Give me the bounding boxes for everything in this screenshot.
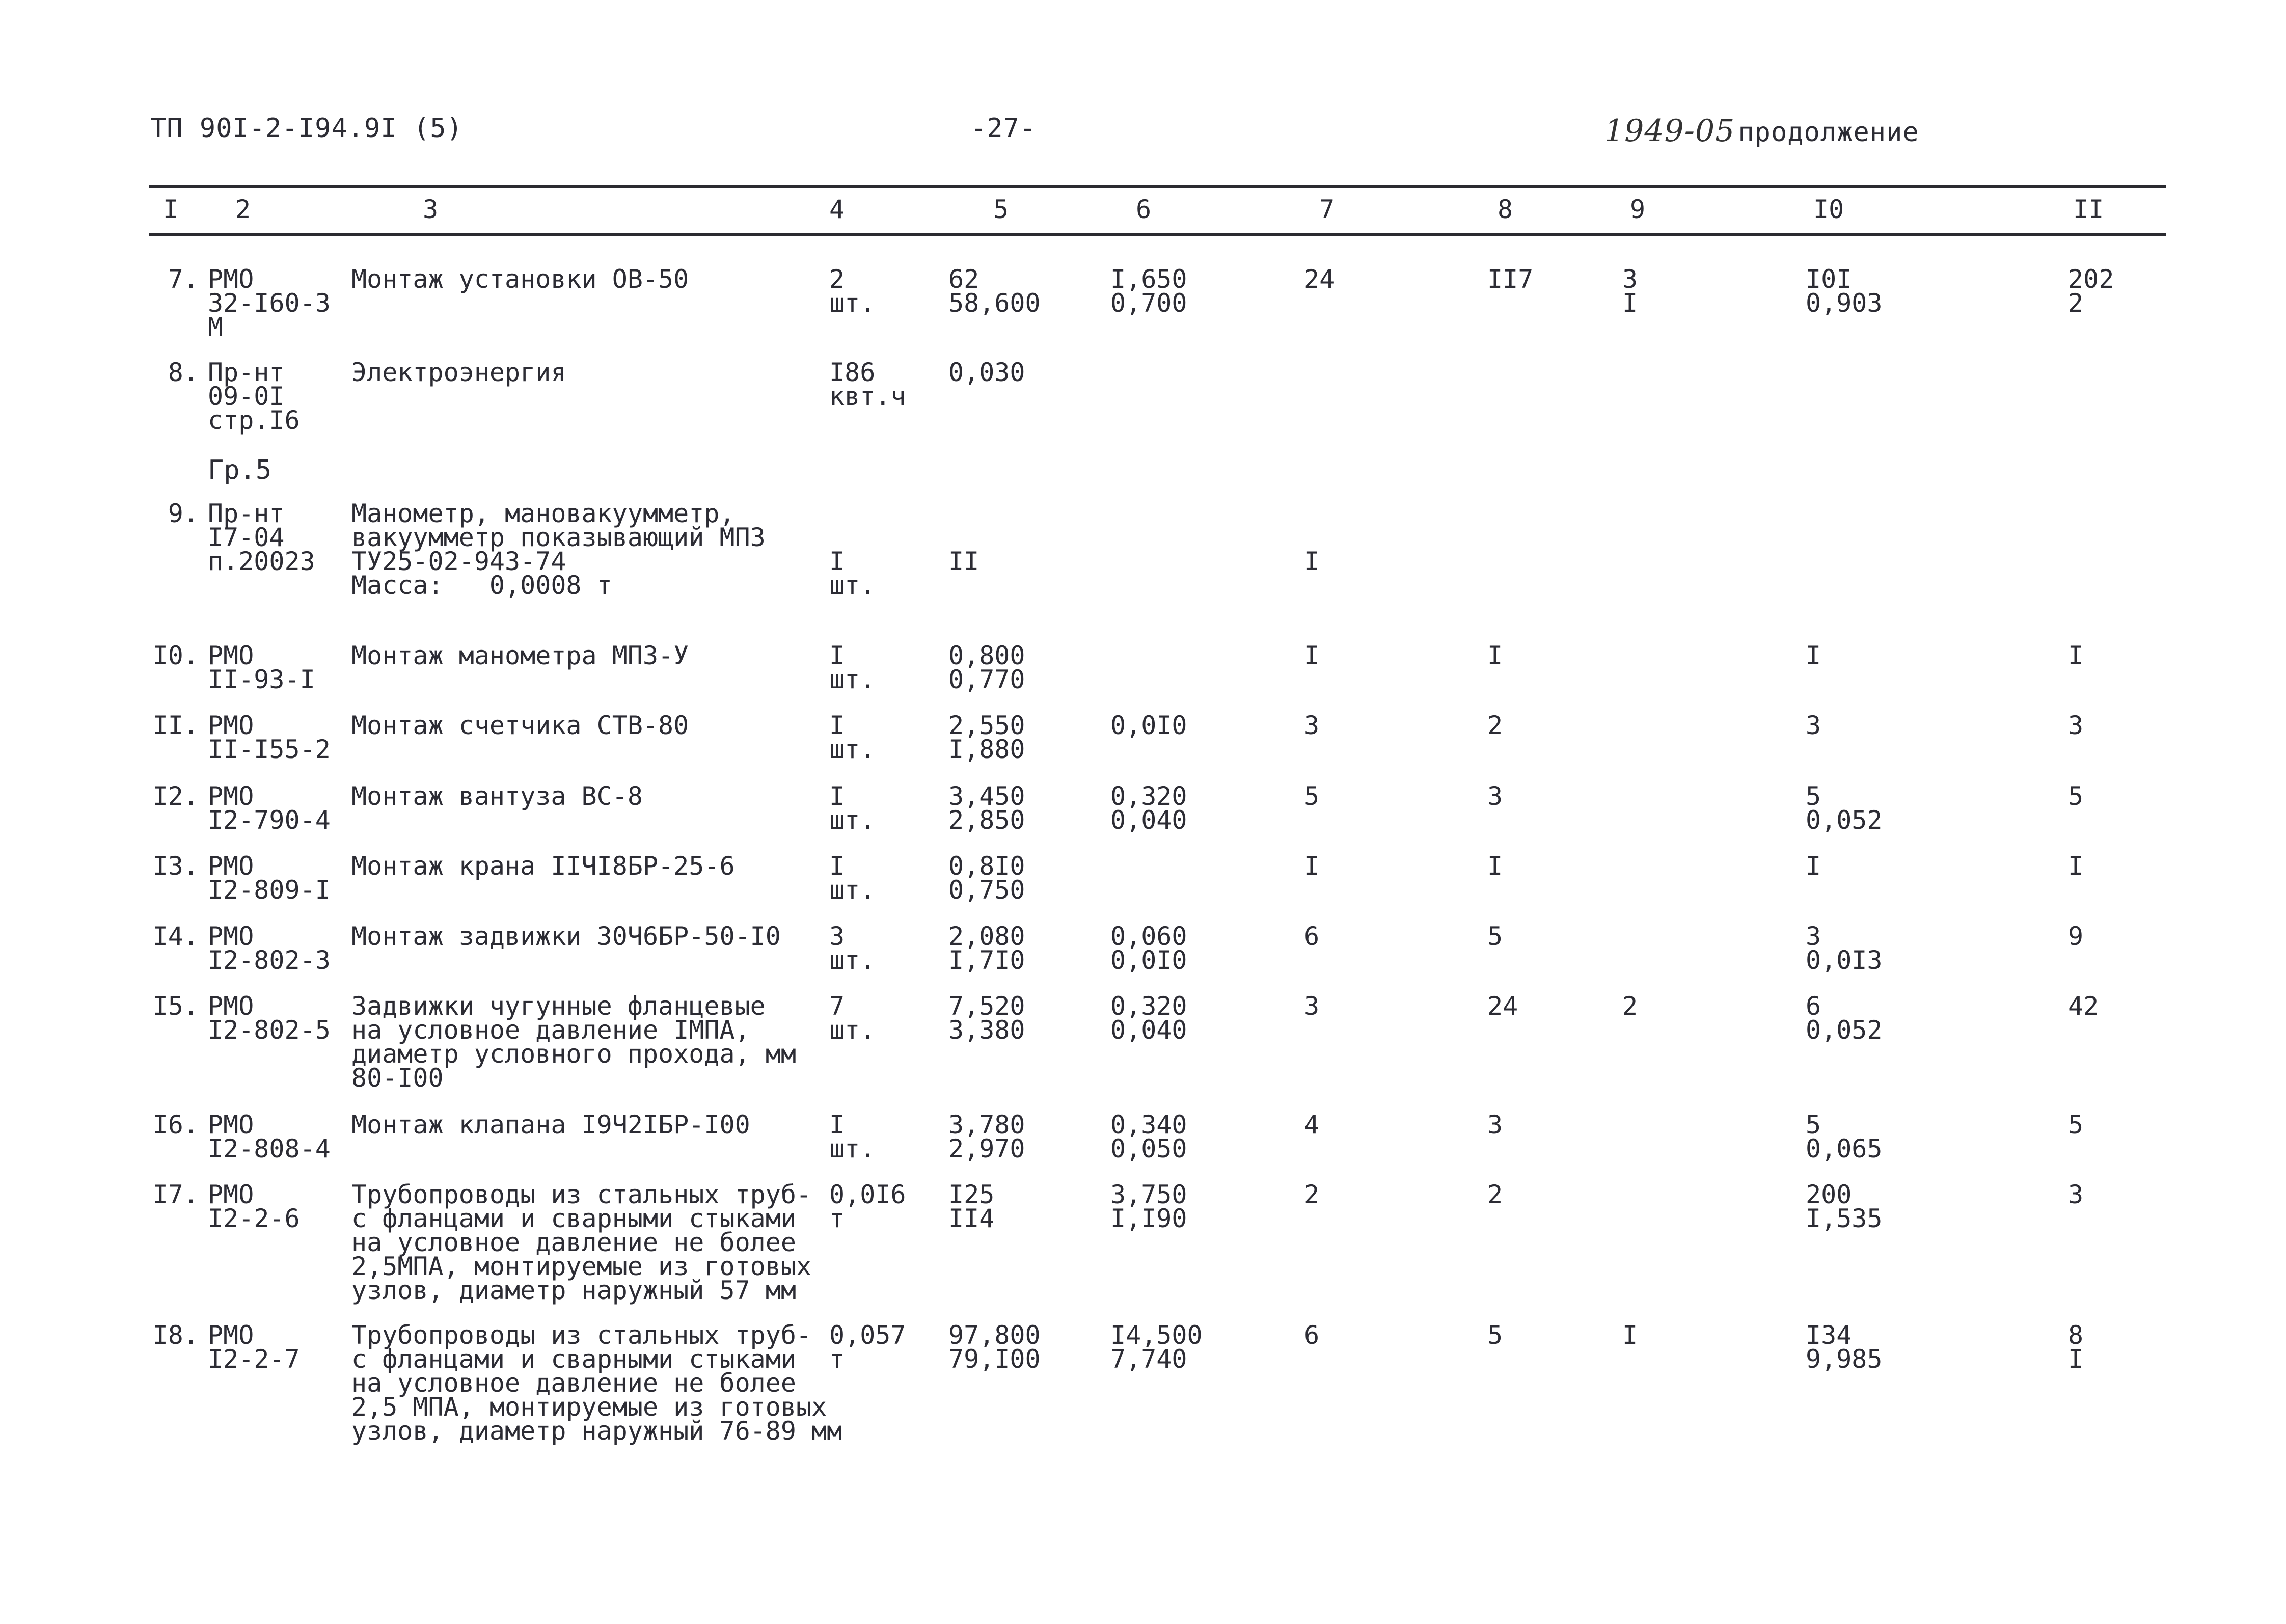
cell-col5: 3,780 2,970 bbox=[948, 1110, 1025, 1163]
norm-code: РМО I2-808-4 bbox=[208, 1110, 331, 1163]
cell-col6: 0,060 0,0I0 bbox=[1110, 922, 1187, 975]
cell-col8: 2 bbox=[1487, 1180, 1503, 1209]
cell-col8: 5 bbox=[1487, 922, 1503, 951]
norm-code: РМО I2-809-I bbox=[208, 851, 331, 905]
cell-col6: 0,320 0,040 bbox=[1110, 781, 1187, 835]
cell-col10: I0I 0,903 bbox=[1806, 264, 1883, 318]
row-number: I2. bbox=[152, 781, 199, 811]
work-name: Монтаж манометра МП3-У bbox=[351, 641, 689, 670]
row-number: I0. bbox=[152, 641, 199, 670]
quantity-cell: I шт. bbox=[829, 1110, 876, 1163]
cell-col5: I25 II4 bbox=[948, 1180, 995, 1233]
cell-col5: 0,030 bbox=[948, 358, 1025, 387]
cell-col7: 24 bbox=[1304, 264, 1335, 294]
column-number: 6 bbox=[1136, 195, 1152, 224]
cell-col11: 5 bbox=[2068, 781, 2084, 811]
cell-col10: 5 0,065 bbox=[1806, 1110, 1883, 1163]
row-number: 9. bbox=[168, 499, 199, 528]
quantity-cell: 2 шт. bbox=[829, 264, 876, 318]
cell-col7: I bbox=[1304, 547, 1320, 576]
cell-col5: 0,800 0,770 bbox=[948, 641, 1025, 694]
cell-col8: II7 bbox=[1487, 264, 1534, 294]
cell-col8: 3 bbox=[1487, 781, 1503, 811]
row-number: I8. bbox=[152, 1320, 199, 1350]
column-number: 2 bbox=[235, 195, 251, 224]
cell-col7: 4 bbox=[1304, 1110, 1320, 1140]
column-number: 8 bbox=[1498, 195, 1513, 224]
cell-col6: 0,340 0,050 bbox=[1110, 1110, 1187, 1163]
work-name: Монтаж задвижки 30Ч6БР-50-I0 bbox=[351, 922, 781, 951]
cell-col11: 5 bbox=[2068, 1110, 2084, 1140]
row-number: I5. bbox=[152, 991, 199, 1021]
cell-col5: 7,520 3,380 bbox=[948, 991, 1025, 1045]
quantity-cell: I шт. bbox=[829, 711, 876, 764]
work-name: Манометр, мановакуумметр, вакуумметр показывающий МП3 ТУ25-02-943-74 Масса: 0,0008 т bbox=[351, 499, 766, 600]
cell-col7: 6 bbox=[1304, 1320, 1320, 1350]
column-number: I bbox=[163, 195, 179, 224]
row-number: 7. bbox=[168, 264, 199, 294]
column-number: 7 bbox=[1319, 195, 1335, 224]
cell-col6: 3,750 I,I90 bbox=[1110, 1180, 1187, 1233]
work-name: Монтаж установки ОВ-50 bbox=[351, 264, 689, 294]
work-name: Электроэнергия bbox=[351, 358, 566, 387]
cell-col7: I bbox=[1304, 851, 1320, 881]
cell-col5: 97,800 79,I00 bbox=[948, 1320, 1041, 1374]
norm-code: РМО I2-2-6 bbox=[208, 1180, 300, 1233]
cell-col6: 0,0I0 bbox=[1110, 711, 1187, 740]
row-number: I4. bbox=[152, 922, 199, 951]
work-name: Монтаж клапана I9Ч2IБР-I00 bbox=[351, 1110, 750, 1140]
cell-col7: 3 bbox=[1304, 711, 1320, 740]
cell-col8: I bbox=[1487, 851, 1503, 881]
cell-col8: 3 bbox=[1487, 1110, 1503, 1140]
cell-col7: 3 bbox=[1304, 991, 1320, 1021]
cell-col10: I34 9,985 bbox=[1806, 1320, 1883, 1374]
quantity-cell: I86 квт.ч bbox=[829, 358, 906, 411]
cell-col6: 0,320 0,040 bbox=[1110, 991, 1187, 1045]
row-number: I7. bbox=[152, 1180, 199, 1209]
cell-col8: I bbox=[1487, 641, 1503, 670]
cell-col11: 3 bbox=[2068, 711, 2084, 740]
cell-col7: I bbox=[1304, 641, 1320, 670]
row-number: II. bbox=[152, 711, 199, 740]
handwritten-note: 1949-05 bbox=[1604, 113, 1735, 149]
norm-code: РМО II-93-I bbox=[208, 641, 315, 694]
cell-col11: 8 I bbox=[2068, 1320, 2084, 1374]
cell-col5: 62 58,600 bbox=[948, 264, 1041, 318]
cell-col11: I bbox=[2068, 641, 2084, 670]
cell-col11: 42 bbox=[2068, 991, 2099, 1021]
group-label: Гр.5 bbox=[208, 455, 272, 485]
norm-code: РМО I2-2-7 bbox=[208, 1320, 300, 1374]
continuation-label: продолжение bbox=[1738, 117, 1919, 148]
norm-code: Пр-нт I7-04 п.20023 bbox=[208, 499, 315, 576]
cell-col10: I bbox=[1806, 851, 1821, 881]
cell-col8: 24 bbox=[1487, 991, 1518, 1021]
cell-col10: 5 0,052 bbox=[1806, 781, 1883, 835]
cell-col5: 3,450 2,850 bbox=[948, 781, 1025, 835]
norm-code: РМО II-I55-2 bbox=[208, 711, 331, 764]
work-name: Трубопроводы из стальных труб- с фланцами и сварными стыками на условное давление не более 2,5 МПА, монтируемые из готовых узлов, диаметр наружный 76-89 мм bbox=[351, 1320, 842, 1446]
norm-code: РМО I2-802-5 bbox=[208, 991, 331, 1045]
cell-col11: 202 2 bbox=[2068, 264, 2114, 318]
quantity-cell: 0,057 т bbox=[829, 1320, 906, 1374]
cell-col10: 200 I,535 bbox=[1806, 1180, 1883, 1233]
norm-code: РМО I2-802-3 bbox=[208, 922, 331, 975]
cell-col11: I bbox=[2068, 851, 2084, 881]
page-number: -27- bbox=[970, 113, 1037, 144]
cell-col9: 2 bbox=[1622, 991, 1638, 1021]
cell-col8: 5 bbox=[1487, 1320, 1503, 1350]
column-number: 5 bbox=[993, 195, 1009, 224]
cell-col9: I bbox=[1622, 1320, 1638, 1350]
cell-col10: 6 0,052 bbox=[1806, 991, 1883, 1045]
cell-col5: 0,8I0 0,750 bbox=[948, 851, 1025, 905]
cell-col6: I4,500 7,740 bbox=[1110, 1320, 1203, 1374]
norm-code: Пр-нт 09-0I стр.I6 bbox=[208, 358, 300, 435]
row-number: I6. bbox=[152, 1110, 199, 1140]
work-name: Монтаж вантуза ВС-8 bbox=[351, 781, 643, 811]
cell-col10: I bbox=[1806, 641, 1821, 670]
norm-code: РМО 32-I60-3 М bbox=[208, 264, 331, 342]
cell-col7: 2 bbox=[1304, 1180, 1320, 1209]
cell-col7: 5 bbox=[1304, 781, 1320, 811]
column-number: 4 bbox=[829, 195, 845, 224]
quantity-cell: I шт. bbox=[829, 641, 876, 694]
cell-col11: 9 bbox=[2068, 922, 2084, 951]
column-number: 9 bbox=[1630, 195, 1646, 224]
cell-col5: 2,080 I,7I0 bbox=[948, 922, 1025, 975]
work-name: Монтаж крана IIЧI8БР-25-6 bbox=[351, 851, 735, 881]
document-code: ТП 90I-2-I94.9I (5) bbox=[150, 113, 463, 144]
quantity-cell: 3 шт. bbox=[829, 922, 876, 975]
cell-col6: I,650 0,700 bbox=[1110, 264, 1187, 318]
cell-col10: 3 bbox=[1806, 711, 1821, 740]
quantity-cell: 7 шт. bbox=[829, 991, 876, 1045]
cell-col5: 2,550 I,880 bbox=[948, 711, 1025, 764]
row-number: 8. bbox=[168, 358, 199, 387]
cell-col7: 6 bbox=[1304, 922, 1320, 951]
work-name: Задвижки чугунные фланцевые на условное давление IМПА, диаметр условного прохода, мм 80-I00 bbox=[351, 991, 796, 1093]
cell-col10: 3 0,0I3 bbox=[1806, 922, 1883, 975]
cell-col9: 3 I bbox=[1622, 264, 1638, 318]
quantity-cell: I шт. bbox=[829, 781, 876, 835]
quantity-cell: I шт. bbox=[829, 547, 876, 600]
cell-col8: 2 bbox=[1487, 711, 1503, 740]
column-number: 3 bbox=[423, 195, 439, 224]
cell-col11: 3 bbox=[2068, 1180, 2084, 1209]
cell-col5: II bbox=[948, 547, 979, 576]
quantity-cell: I шт. bbox=[829, 851, 876, 905]
quantity-cell: 0,0I6 т bbox=[829, 1180, 906, 1233]
column-number: II bbox=[2073, 195, 2104, 224]
norm-code: РМО I2-790-4 bbox=[208, 781, 331, 835]
column-number: I0 bbox=[1813, 195, 1844, 224]
work-name: Трубопроводы из стальных труб- с фланцами и сварными стыками на условное давление не более 2,5МПА, монтируемые из готовых узлов, диаметр наружный 57 мм bbox=[351, 1180, 812, 1305]
row-number: I3. bbox=[152, 851, 199, 881]
work-name: Монтаж счетчика СТВ-80 bbox=[351, 711, 689, 740]
